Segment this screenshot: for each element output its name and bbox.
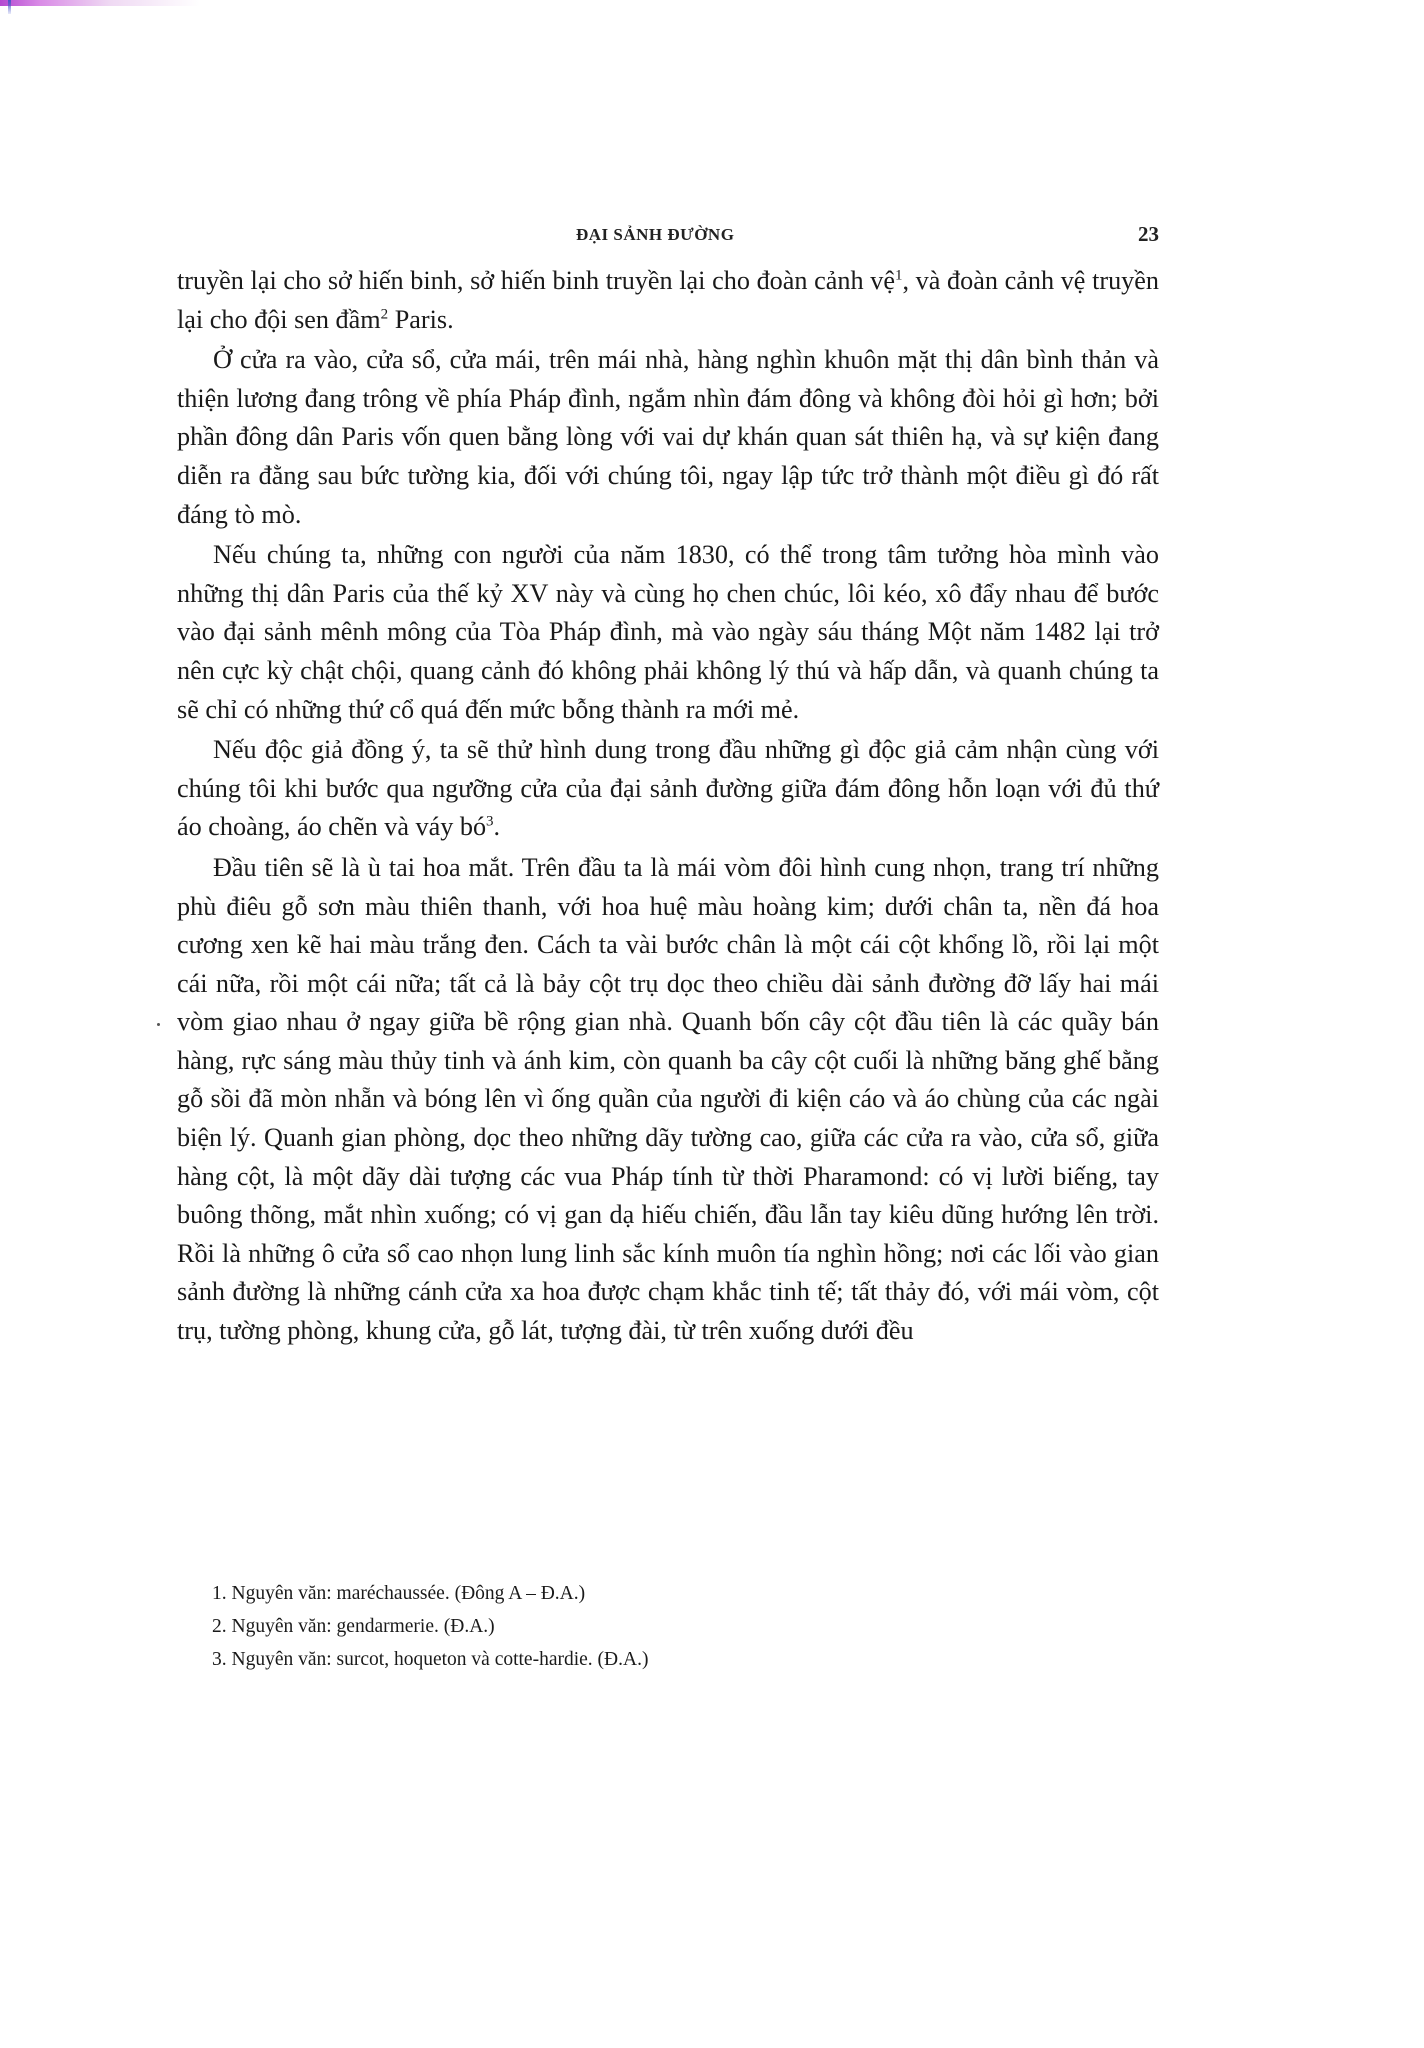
footnote-3: 3. Nguyên văn: surcot, hoqueton và cotte-hardie. (Đ.A.) [212, 1649, 649, 1670]
body-text [177, 262, 1159, 1351]
text-run: Nếu độc giả đồng ý, ta sẽ thử hình dung trong đầu những gì độc giả cảm nhận cùng với chúng tôi khi bước qua ngưỡng cửa của đại sảnh đường giữa đám đông hỗn loạn với đủ thứ áo choàng, áo chẽn và váy bó [177, 735, 1159, 842]
paragraph [177, 536, 1159, 729]
text-run: Đầu tiên sẽ là ù tai hoa mắt. Trên đầu ta là mái vòm đôi hình cung nhọn, trang trí những phù điêu gỗ sơn màu thiên thanh, với hoa huệ màu hoàng kim; dưới chân ta, nền đá hoa cương xen kẽ hai màu trắng đen. Cách ta vài bước chân là một cái cột khổng lồ, rồi lại một cái nữa, rồi một cái nữa; tất cả là bảy cột trụ dọc theo chiều dài sảnh đường đỡ lấy hai mái vòm giao nhau ở ngay giữa bề rộng gian nhà. Quanh bốn cây cột đầu tiên là các quầy bán hàng, rực sáng màu thủy tinh và ánh kim, còn quanh ba cây cột cuối là những băng ghế bằng gỗ sồi đã mòn nhẵn và bóng lên vì ống quần của người đi kiện cáo và áo chùng của các ngài biện lý. Quanh gian phòng, dọc theo những dãy tường cao, giữa các cửa ra vào, cửa sổ, giữa hàng cột, là một dãy dài tượng các vua Pháp tính từ thời Pharamond: có vị lười biếng, tay buông thõng, mắt nhìn xuống; có vị gan dạ hiếu chiến, đầu lẫn tay kiêu dũng hướng lên trời. Rồi là những ô cửa sổ cao nhọn lung linh sắc kính muôn tía nghìn hồng; nơi các lối vào gian sảnh đường là những cánh cửa xa hoa được chạm khắc tinh tế; tất thảy đó, với mái vòm, cột trụ, tường phòng, khung cửa, gỗ lát, tượng đài, từ trên xuống dưới đều [177, 852, 1159, 1346]
text-run: Nếu chúng ta, những con người của năm 1830, có thể trong tâm tưởng hòa mình vào những thị dân Paris của thế kỷ XV này và cùng họ chen chúc, lôi kéo, xô đẩy nhau để bước vào đại sảnh mênh mông của Tòa Pháp đình, mà vào ngày sáu tháng Một năm 1482 lại trở nên cực kỳ chật chội, quang cảnh đó không phải không lý thú và hấp dẫn, và quanh chúng ta sẽ chỉ có những thứ cổ quá đến mức bỗng thành ra mới mẻ. [177, 540, 1159, 724]
paragraph [177, 849, 1159, 1351]
footnote-ref-3[interactable]: 3 [486, 813, 494, 830]
chapter-running-title: ĐẠI SẢNH ĐƯỜNG [576, 225, 735, 244]
book-page [177, 222, 1159, 1353]
footnote-ref-1[interactable]: 1 [894, 267, 903, 284]
text-run: , và đoàn cảnh vệ truyền lại cho đội sen đầm [177, 266, 1159, 334]
page-number: 23 [1138, 222, 1159, 246]
footnote-1: 1. Nguyên văn: maréchaussée. (Đông A – Đ.A.) [212, 1583, 586, 1604]
footnote-ref-2[interactable]: 2 [380, 305, 389, 322]
footnote-2: 2. Nguyên văn: gendarmerie. (Đ.A.) [212, 1616, 495, 1637]
text-run: truyền lại cho sở hiến binh, sở hiến binh truyền lại cho đoàn cảnh vệ [177, 266, 895, 295]
footnotes [212, 1577, 648, 1676]
scan-edge-artifact-left [8, 0, 11, 14]
text-run: Paris. [388, 304, 454, 334]
running-header [177, 222, 1159, 252]
text-run: . [493, 812, 501, 842]
text-run: Ở cửa ra vào, cửa sổ, cửa mái, trên mái nhà, hàng nghìn khuôn mặt thị dân bình thản và thiện lương đang trông về phía Pháp đình, ngắm nhìn đám đông và không đòi hỏi gì hơn; bởi phần đông dân Paris vốn quen bằng lòng với vai dự khán quan sát thiên hạ, và sự kiện đang diễn ra đằng sau bức tường kia, đối với chúng tôi, ngay lập tức trở thành một điều gì đó rất đáng tò mò. [177, 345, 1159, 529]
scan-speck [157, 1023, 160, 1026]
scan-edge-artifact [0, 0, 200, 6]
paragraph [177, 731, 1159, 847]
paragraph [177, 341, 1159, 534]
paragraph-continuation [177, 262, 1159, 339]
